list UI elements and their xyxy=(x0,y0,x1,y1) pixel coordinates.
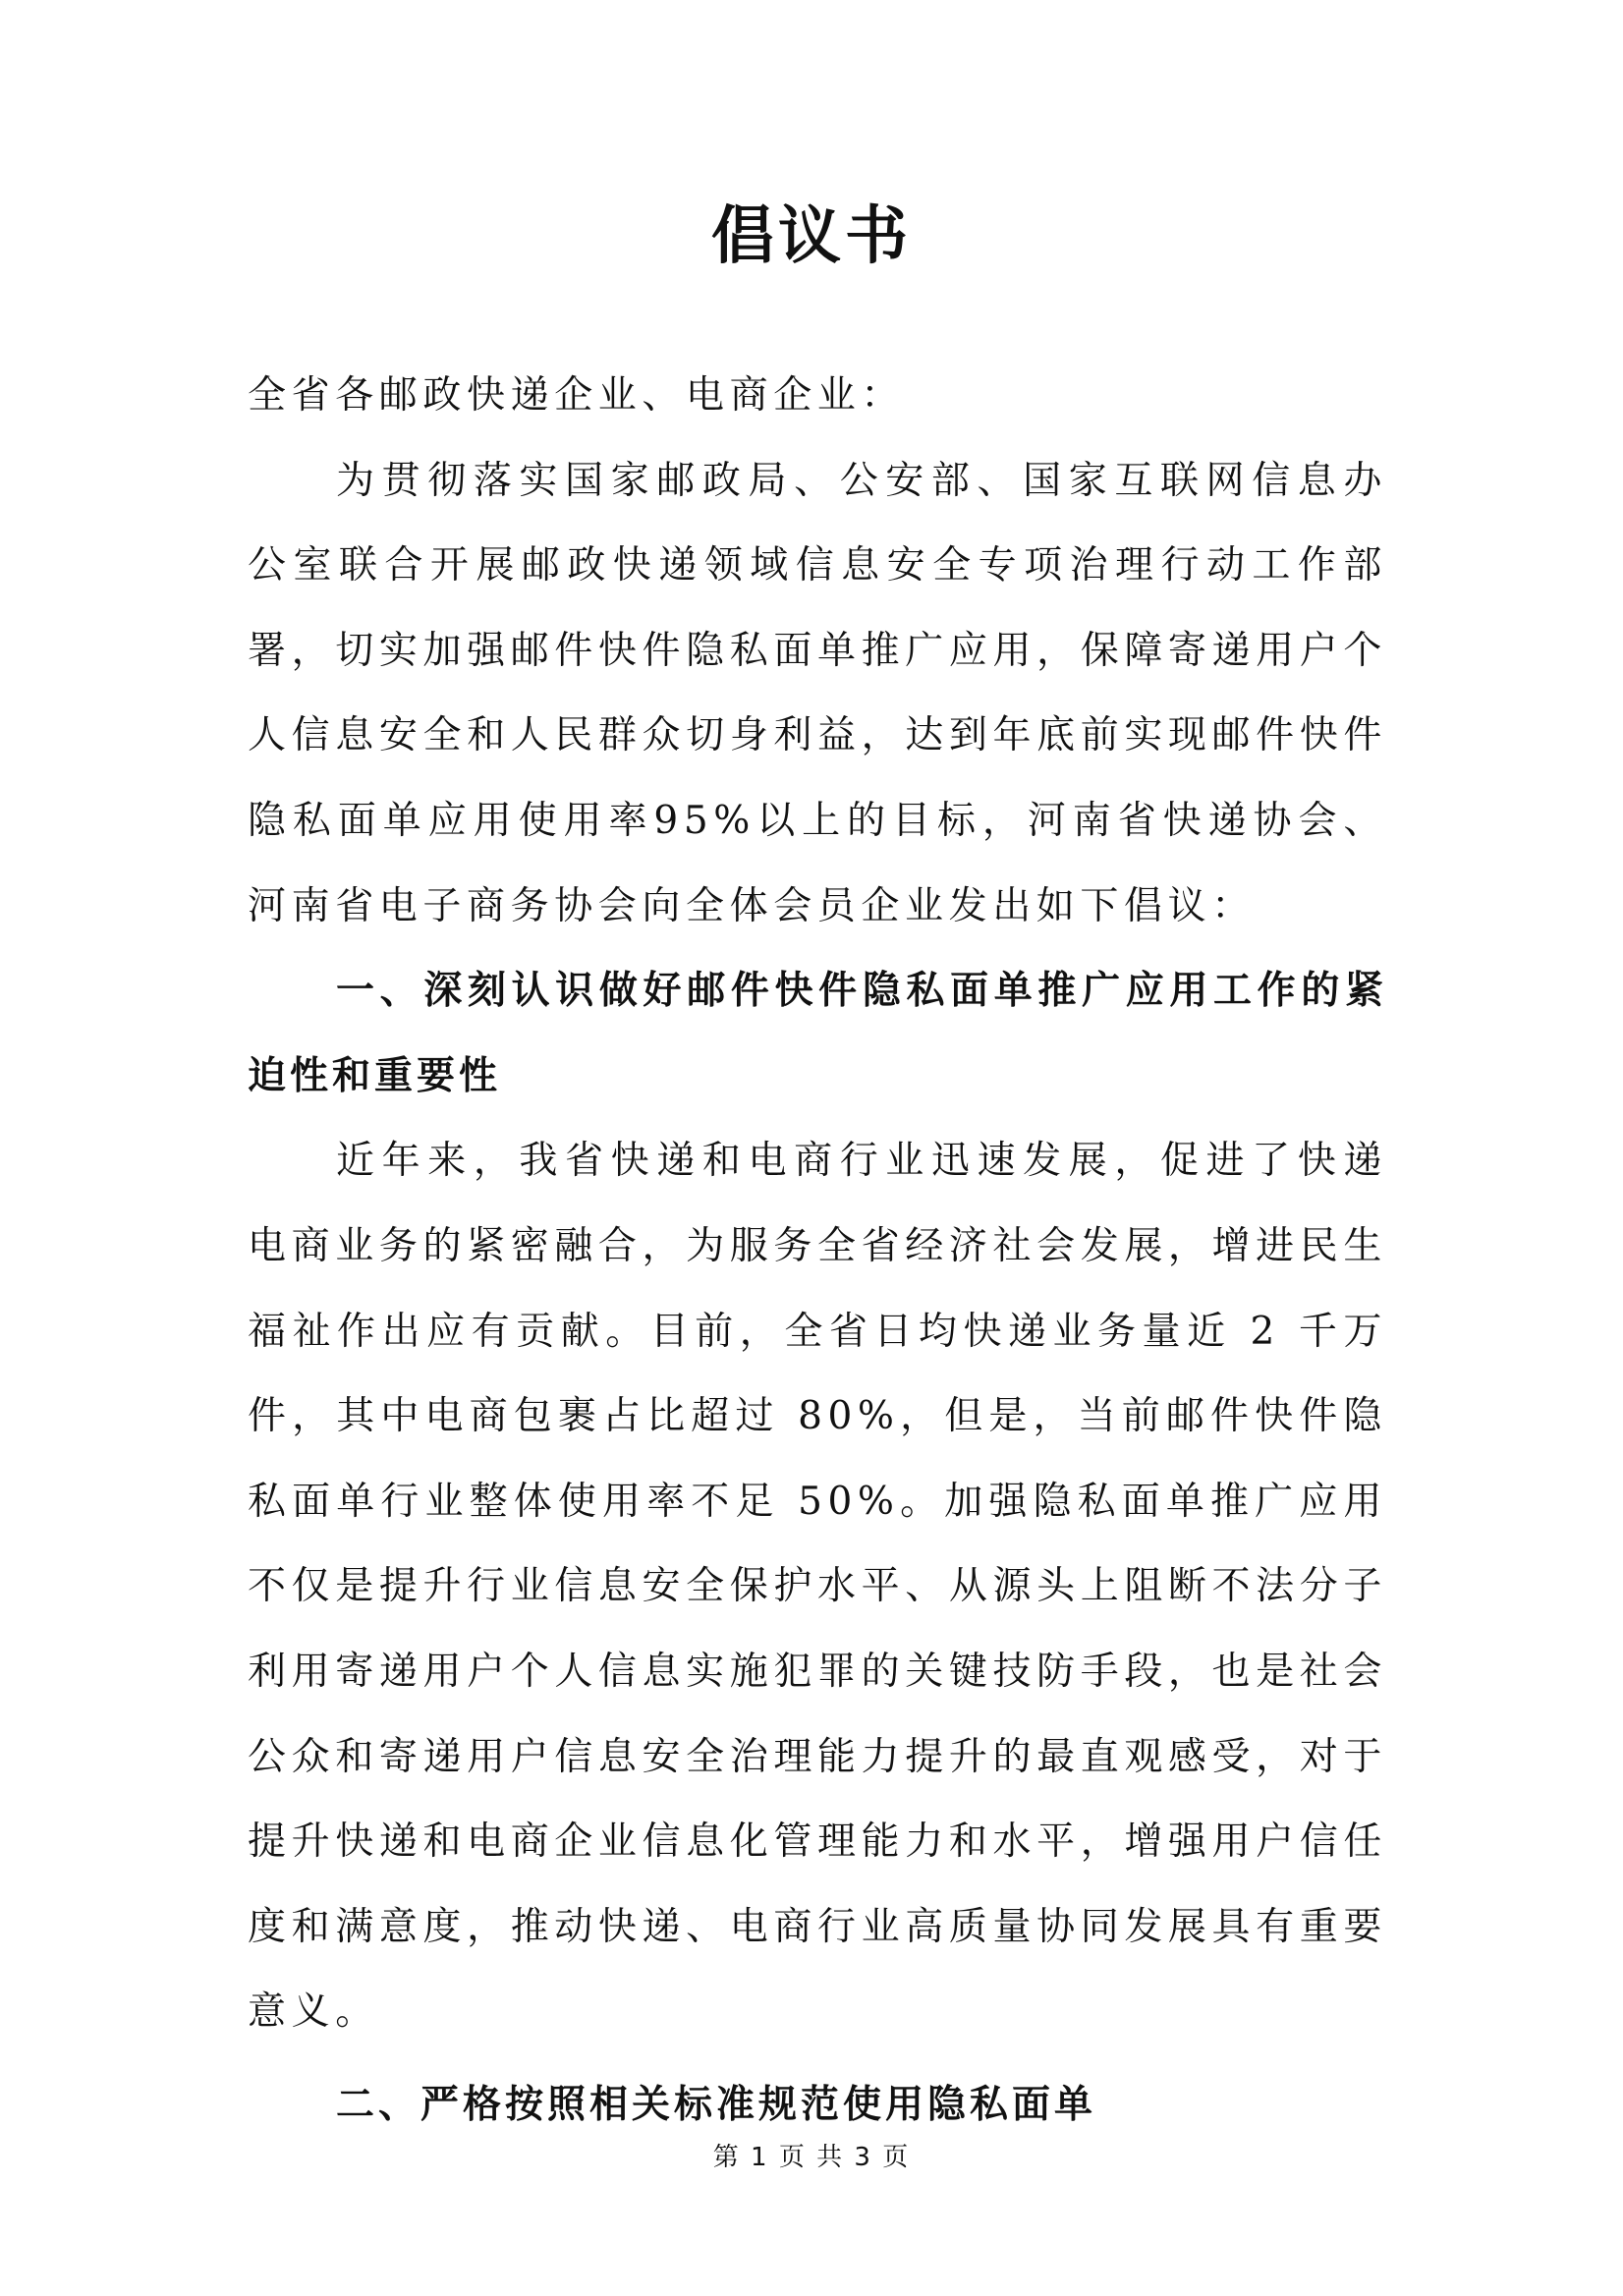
document-body xyxy=(248,354,1387,2148)
section-heading-2: 二、严格按照相关标准规范使用隐私面单 xyxy=(336,2082,1097,2127)
page-number-footer: 第 1 页 共 3 页 xyxy=(712,2143,911,2172)
salutation: 全省各邮政快递企业、电商企业： xyxy=(248,373,906,418)
section-1-paragraph: 近年来，我省快递和电商行业迅速发展，促进了快递电商业务的紧密融合，为服务全省经济社会发展，增进民生福祉作出应有贡献。目前，全省日均快递业务量近 2 千万件，其中电商包裹占比超过 80%，但是，当前邮件快件隐私面单行业整体使用率不足 50%。加强隐私面单推广应用不仅是提升行业信息安全保护水平、从源头上阻断不法分子利用寄递用户个人信息实施犯罪的关键技防手段，也是社会公众和寄递用户信息安全治理能力提升的最直观感受，对于提升快递和电商企业信息化管理能力和水平，增强用户信任度和满意度，推动快递、电商行业高质量协同发展具有重要意义。 xyxy=(248,1139,1387,2035)
intro-paragraph: 为贯彻落实国家邮政局、公安部、国家互联网信息办公室联合开展邮政快递领域信息安全专项治理行动工作部署，切实加强邮件快件隐私面单推广应用，保障寄递用户个人信息安全和人民群众切身利益，达到年底前实现邮件快件隐私面单应用使用率95%以上的目标，河南省快递协会、河南省电子商务协会向全体会员企业发出如下倡议： xyxy=(248,458,1387,928)
document-title: 倡议书 xyxy=(711,199,912,273)
section-heading-1: 一、深刻认识做好邮件快件隐私面单推广应用工作的紧迫性和重要性 xyxy=(248,969,1387,1098)
